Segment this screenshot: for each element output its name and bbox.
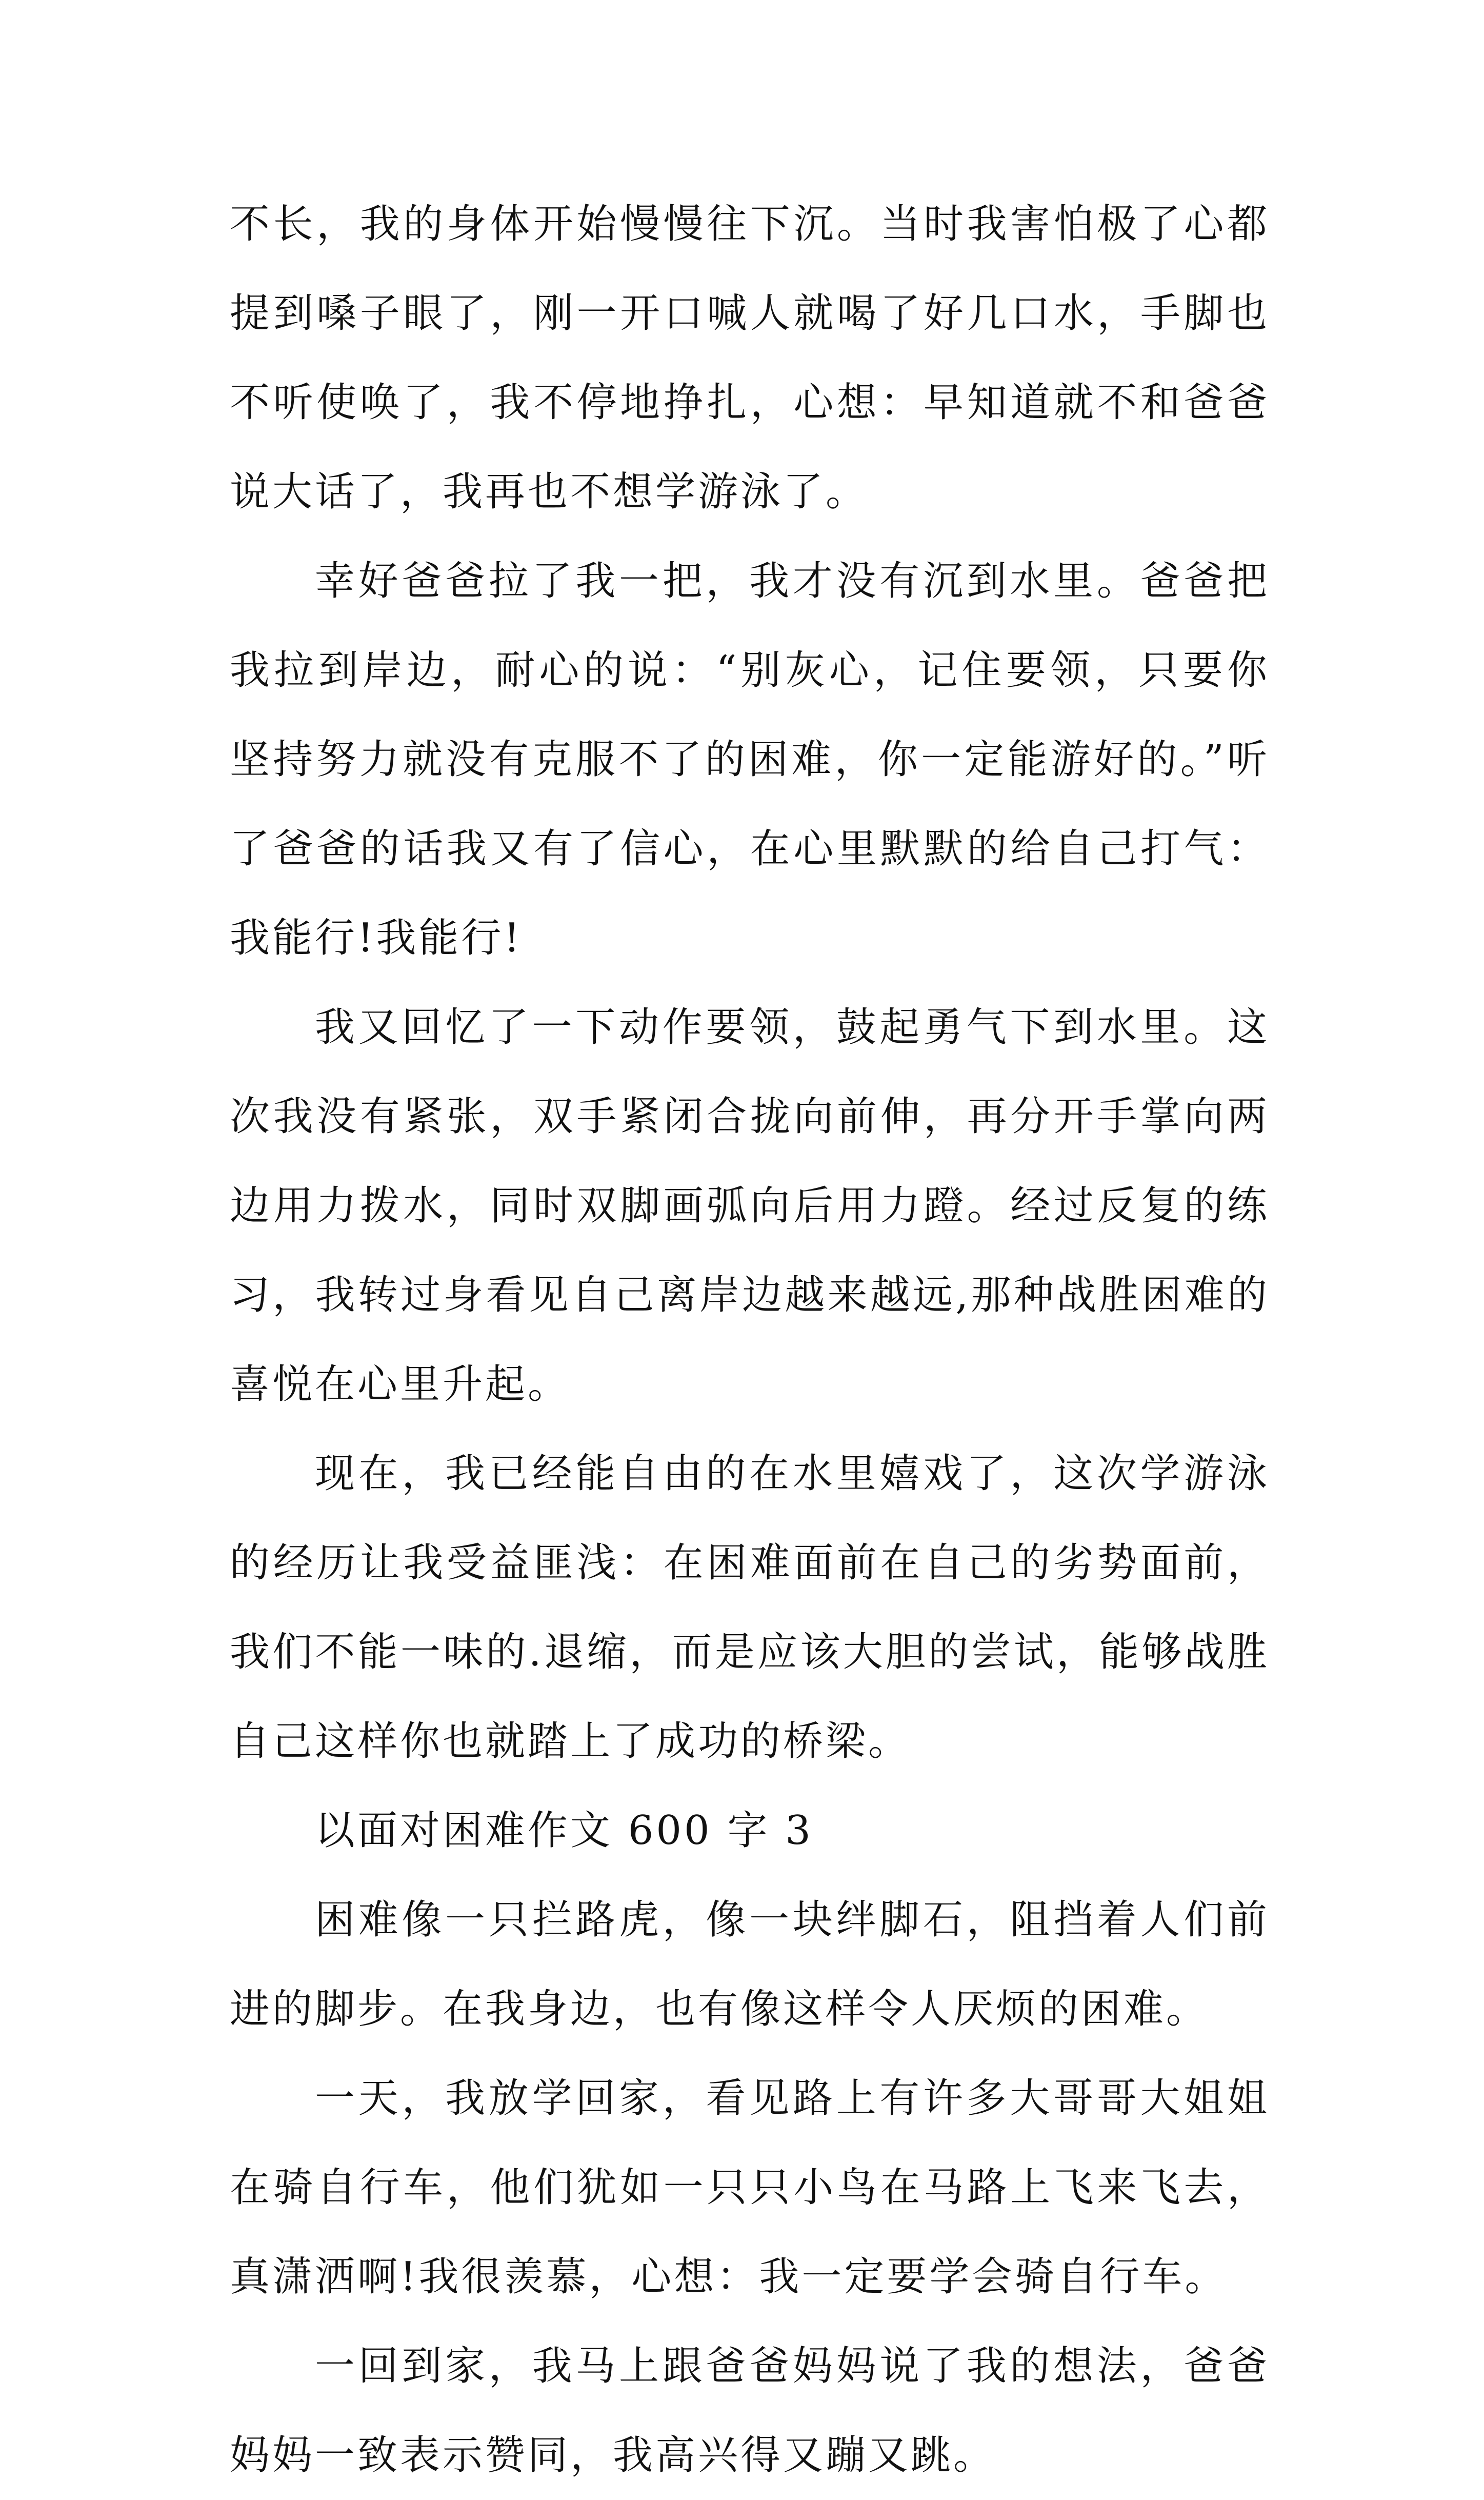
paragraph: 一回到家，我马上跟爸爸妈妈说了我的想法，爸爸妈妈一致表示赞同，我高兴得又蹦又跳。 <box>230 2343 1270 2478</box>
paragraph: 一天，我放学回家，看见路上有许多大哥哥大姐姐在骑自行车，他们犹如一只只小鸟在马路上飞来飞去，真潇洒啊!我很羡慕，心想：我一定要学会骑自行车。 <box>230 2075 1270 2300</box>
paragraph: 我又回忆了一下动作要领，鼓起勇气下到水里。这次我没有紧张，双手紧闭合拢向前伸，再分开手掌向两边用力拨水，同时双脚画弧向后用力蹬。经过反复的练习，我转过身看见自己离岸边越来越远,那种战胜困难的喜悦在心里升起。 <box>230 1004 1270 1407</box>
paragraph-continuation: 不长，我的身体开始慢慢往下沉。当时我害怕极了心都提到嗓子眼了，刚一开口喊人就喝了好几口水，手脚也不听使唤了，我不停地挣扎，心想：早知道就不和爸爸说大话了，我再也不想学游泳了。 <box>230 201 1270 515</box>
section-heading: 以面对困难作文 600 字 3 <box>315 1808 813 1854</box>
paragraph: 现在，我已经能自由的在水里嬉戏了，这次学游泳的经历让我受益匪浅：在困难面前在自己的劣势面前，我们不能一味的.退缩，而是应该大胆的尝试，能够战胜自己这样你也就踏上了成功的桥梁。 <box>230 1451 1270 1764</box>
paragraph: 幸好爸爸拉了我一把，我才没有沉到水里。爸爸把我拉到岸边，耐心的说：“别灰心，记住要领，只要你坚持努力就没有克服不了的困难，你一定能游好的。”听了爸爸的话我又有了信心，在心里默默的给自己打气：我能行!我能行! <box>230 558 1270 961</box>
paragraph: 困难像一只拦路虎，像一块绊脚石，阻挡着人们前进的脚步。在我身边，也有像这样令人厌烦的困难。 <box>230 1897 1270 2032</box>
essay-body <box>230 180 1270 2500</box>
